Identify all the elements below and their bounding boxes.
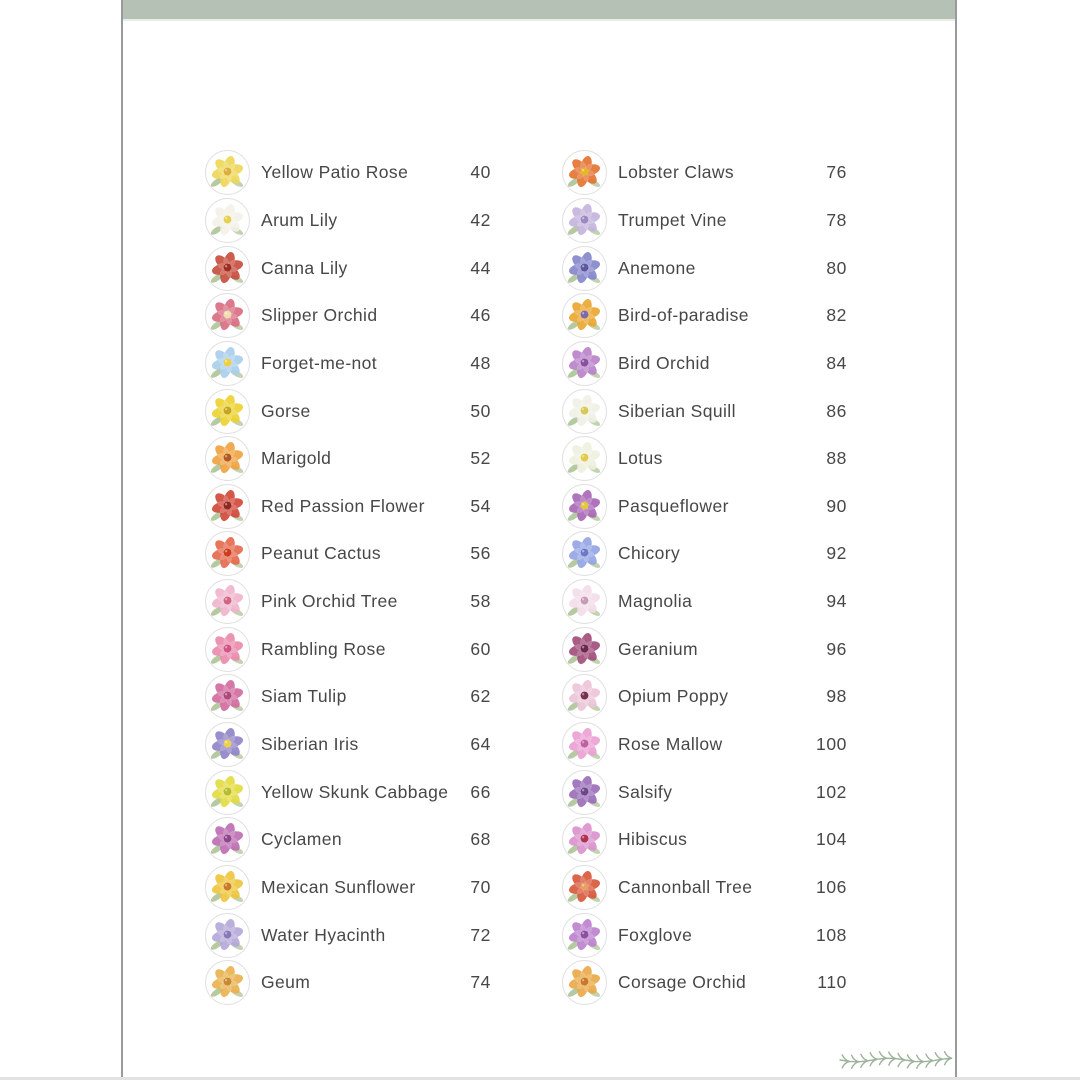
flower-icon	[205, 913, 250, 958]
toc-entry	[205, 768, 491, 816]
toc-entry	[205, 244, 491, 292]
toc-entry	[205, 673, 491, 721]
toc-entry	[562, 387, 847, 435]
entry-page-number: 64	[470, 734, 491, 754]
toc-entry	[562, 482, 847, 530]
entry-page-number: 88	[826, 448, 847, 469]
toc-entry	[562, 530, 847, 578]
flower-icon	[562, 865, 607, 910]
entry-page-number: 52	[470, 448, 491, 469]
entry-page-number: 78	[826, 209, 847, 230]
toc-entry	[205, 292, 491, 340]
toc-entry	[562, 292, 847, 340]
entry-label: Yellow Skunk Cabbage	[261, 781, 449, 802]
toc-entry	[562, 816, 847, 864]
flower-icon	[562, 579, 607, 624]
toc-column-right	[562, 149, 847, 1007]
page-left-edge	[121, 0, 123, 1080]
entry-label: Rose Mallow	[618, 734, 723, 754]
entry-label: Hibiscus	[618, 829, 688, 850]
toc-entry	[205, 482, 491, 530]
header-color-bar	[123, 0, 955, 21]
toc-entry	[205, 864, 491, 912]
entry-label: Canna Lily	[261, 257, 348, 278]
entry-page-number: 54	[470, 495, 491, 516]
entry-page-number: 100	[816, 734, 847, 754]
entry-label: Slipper Orchid	[261, 305, 378, 326]
entry-page-number: 98	[826, 686, 847, 707]
entry-page-number: 92	[826, 543, 847, 564]
entry-label: Magnolia	[618, 591, 693, 612]
flower-icon	[562, 531, 607, 576]
entry-label: Chicory	[618, 543, 681, 564]
flower-icon	[562, 198, 607, 243]
toc-entry	[562, 244, 847, 292]
page-right-edge	[955, 0, 957, 1080]
entry-label: Anemone	[618, 257, 696, 278]
toc-entry	[562, 959, 847, 1007]
flower-icon	[205, 150, 250, 195]
flower-icon	[205, 674, 250, 719]
entry-label: Bird-of-paradise	[618, 305, 749, 326]
toc-entry	[205, 340, 491, 388]
flower-icon	[562, 722, 607, 767]
toc-entry	[562, 435, 847, 483]
toc-entry	[205, 911, 491, 959]
flower-icon	[205, 817, 250, 862]
entry-page-number: 72	[470, 924, 491, 945]
flower-icon	[562, 341, 607, 386]
toc-entry	[562, 911, 847, 959]
flower-icon	[205, 198, 250, 243]
entry-page-number: 110	[817, 972, 847, 993]
toc-entry	[205, 530, 491, 578]
entry-label: Marigold	[261, 448, 332, 469]
entry-label: Pink Orchid Tree	[261, 591, 398, 612]
entry-label: Cyclamen	[261, 829, 343, 850]
entry-page-number: 46	[470, 305, 491, 326]
flower-icon	[205, 865, 250, 910]
entry-page-number: 76	[826, 162, 847, 183]
entry-label: Geum	[261, 972, 311, 993]
toc-entry	[562, 340, 847, 388]
toc-entry	[205, 387, 491, 435]
entry-label: Rambling Rose	[261, 638, 386, 659]
flower-icon	[205, 484, 250, 529]
entry-page-number: 42	[470, 209, 491, 230]
entry-page-number: 44	[470, 257, 491, 278]
entry-page-number: 86	[826, 400, 847, 421]
entry-page-number: 56	[470, 543, 491, 564]
entry-page-number: 50	[470, 400, 491, 421]
toc-entry	[562, 673, 847, 721]
entry-label: Cannonball Tree	[618, 876, 753, 897]
toc-entry	[562, 864, 847, 912]
toc-entry	[205, 578, 491, 626]
entry-label: Water Hyacinth	[261, 924, 386, 945]
toc-entry	[562, 197, 847, 245]
entry-page-number: 68	[470, 829, 491, 850]
entry-label: Opium Poppy	[618, 686, 729, 707]
flower-icon	[205, 579, 250, 624]
toc-entry	[205, 197, 491, 245]
entry-label: Corsage Orchid	[618, 972, 747, 993]
flower-icon	[562, 817, 607, 862]
toc-entry	[205, 625, 491, 673]
flower-icon	[205, 960, 250, 1005]
entry-label: Geranium	[618, 638, 699, 659]
entry-page-number: 96	[826, 638, 847, 659]
flower-icon	[562, 436, 607, 481]
entry-page-number: 40	[470, 162, 491, 183]
flower-icon	[205, 341, 250, 386]
entry-label: Siberian Squill	[618, 400, 736, 421]
flower-icon	[205, 246, 250, 291]
flower-icon	[562, 150, 607, 195]
toc-entry	[562, 578, 847, 626]
entry-label: Lotus	[618, 448, 663, 469]
entry-page-number: 94	[826, 591, 847, 612]
entry-label: Arum Lily	[261, 209, 338, 230]
entry-label: Bird Orchid	[618, 352, 710, 373]
entry-label: Mexican Sunflower	[261, 876, 416, 897]
entry-page-number: 58	[470, 591, 491, 612]
entry-label: Forget-me-not	[261, 352, 378, 373]
toc-entry	[205, 149, 491, 197]
flower-icon	[562, 389, 607, 434]
flower-icon	[562, 913, 607, 958]
entry-page-number: 108	[816, 924, 847, 945]
flower-icon	[562, 627, 607, 672]
entry-label: Trumpet Vine	[618, 209, 727, 230]
toc-entry	[562, 625, 847, 673]
vine-sprig-decoration	[836, 1044, 958, 1074]
entry-page-number: 104	[816, 829, 847, 850]
toc-entry	[562, 149, 847, 197]
toc-entry	[205, 435, 491, 483]
flower-icon	[205, 627, 250, 672]
toc-entry	[205, 959, 491, 1007]
flower-icon	[562, 674, 607, 719]
entry-label: Pasqueflower	[618, 495, 729, 516]
flower-icon	[205, 436, 250, 481]
entry-label: Peanut Cactus	[261, 543, 381, 564]
entry-label: Red Passion Flower	[261, 495, 425, 516]
entry-page-number: 48	[470, 352, 491, 373]
entry-label: Siam Tulip	[261, 686, 347, 707]
entry-page-number: 84	[826, 352, 847, 373]
entry-page-number: 80	[826, 257, 847, 278]
entry-page-number: 62	[470, 686, 491, 707]
entry-label: Siberian Iris	[261, 734, 359, 754]
entry-label: Foxglove	[618, 924, 693, 945]
entry-label: Yellow Patio Rose	[261, 162, 409, 183]
toc-entry	[205, 721, 491, 769]
entry-page-number: 90	[826, 495, 847, 516]
entry-page-number: 102	[816, 781, 847, 802]
entry-page-number: 70	[470, 876, 491, 897]
flower-icon	[205, 770, 250, 815]
entry-page-number: 66	[470, 781, 491, 802]
entry-page-number: 60	[470, 638, 491, 659]
entry-label: Salsify	[618, 781, 673, 802]
toc-entry	[205, 816, 491, 864]
entry-label: Gorse	[261, 400, 311, 421]
toc-entry	[562, 721, 847, 769]
flower-icon	[562, 484, 607, 529]
toc-column-left	[205, 149, 491, 1007]
flower-icon	[562, 960, 607, 1005]
entry-page-number: 74	[470, 972, 491, 993]
toc-entry	[562, 768, 847, 816]
flower-icon	[205, 389, 250, 434]
entry-label: Lobster Claws	[618, 162, 735, 183]
flower-icon	[562, 293, 607, 338]
flower-icon	[205, 722, 250, 767]
flower-icon	[205, 531, 250, 576]
flower-icon	[205, 293, 250, 338]
flower-icon	[562, 246, 607, 291]
flower-icon	[562, 770, 607, 815]
entry-page-number: 106	[816, 876, 847, 897]
entry-page-number: 82	[826, 305, 847, 326]
